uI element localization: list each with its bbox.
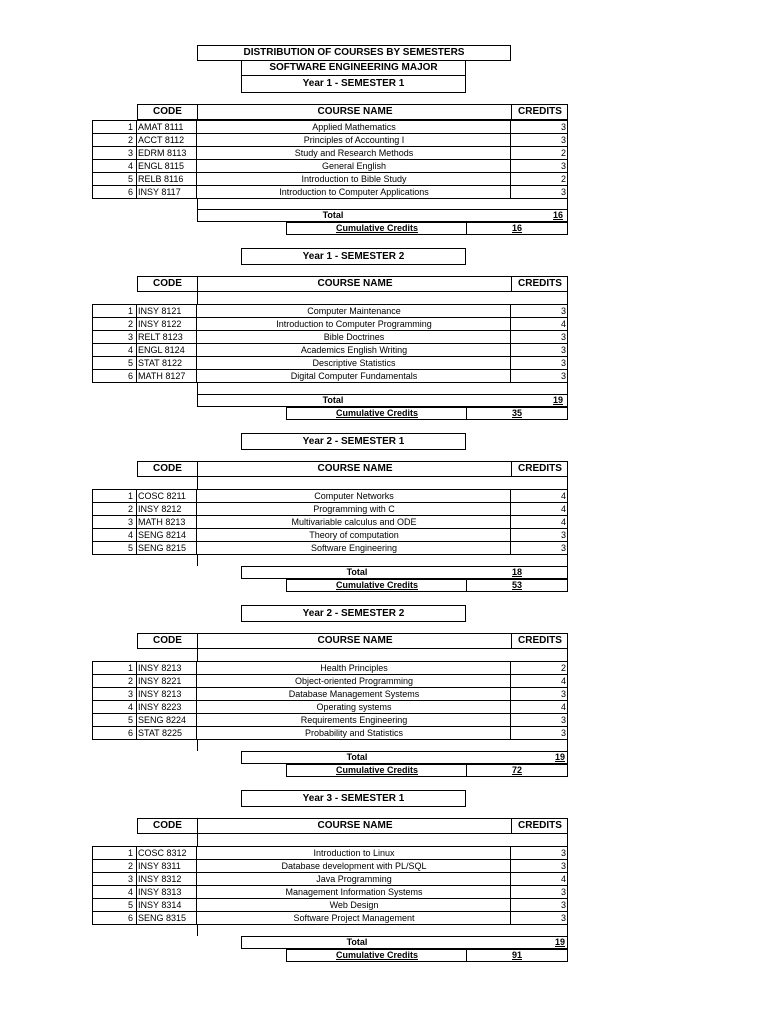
course-name: Database Management Systems: [288, 689, 420, 699]
course-credits: 3: [560, 900, 566, 910]
course-credits: 4: [560, 874, 566, 884]
course-code: STAT 8122: [138, 358, 183, 368]
course-name: Academics English Writing: [300, 345, 408, 355]
course-name: Software Engineering: [310, 543, 398, 553]
course-code: AMAT 8111: [138, 122, 184, 132]
course-name: Computer Networks: [314, 491, 394, 501]
course-credits: 4: [560, 702, 566, 712]
header-column-divider: [511, 105, 512, 119]
course-credits: 2: [560, 174, 566, 184]
total-label: Total: [346, 937, 368, 947]
table-row: [92, 515, 568, 528]
credits-column-header: CREDITS: [518, 106, 562, 117]
row-column-divider: [510, 370, 511, 383]
table-header: [137, 818, 568, 834]
row-column-divider: [567, 727, 568, 740]
course-credits: 3: [560, 689, 566, 699]
cumulative-divider: [466, 223, 467, 234]
course-credits: 3: [560, 543, 566, 553]
course-name-column-header: COURSE NAME: [317, 820, 393, 831]
cumulative-divider: [466, 765, 467, 776]
row-number: 1: [92, 662, 135, 674]
course-name: Management Information Systems: [285, 887, 423, 897]
course-name: Requirements Engineering: [300, 715, 408, 725]
row-column-divider: [196, 727, 197, 740]
total-credits: 19: [553, 395, 564, 405]
header-spacer: [197, 477, 568, 489]
course-code: INSY 8311: [138, 861, 181, 871]
course-code: MATH 8127: [138, 371, 186, 381]
course-name: Computer Maintenance: [307, 306, 401, 316]
total-row: [197, 394, 568, 407]
table-row: [92, 885, 568, 898]
row-column-divider: [510, 542, 511, 555]
total-row: [197, 209, 568, 222]
row-number: 6: [92, 727, 135, 739]
table-row: [92, 172, 568, 185]
course-code: RELB 8116: [138, 174, 184, 184]
header-spacer: [197, 649, 568, 661]
course-code: INSY 8121: [138, 306, 182, 316]
row-number: 4: [92, 701, 135, 713]
course-name: Multivariable calculus and ODE: [291, 517, 417, 527]
course-credits: 4: [560, 504, 566, 514]
table-row: [92, 687, 568, 700]
course-credits: 3: [560, 728, 566, 738]
total-spacer: [197, 199, 568, 209]
cumulative-credits: 53: [512, 580, 523, 590]
course-name-column-header: COURSE NAME: [317, 635, 393, 646]
table-row: [92, 541, 568, 555]
total-spacer: [197, 383, 568, 394]
row-column-divider: [196, 370, 197, 383]
course-credits: 3: [560, 187, 566, 197]
row-column-divider: [196, 542, 197, 555]
code-column-header: CODE: [153, 463, 182, 474]
header-spacer: [197, 834, 568, 846]
semester-title: Year 2 - SEMESTER 2: [241, 605, 466, 622]
row-number: 5: [92, 173, 135, 185]
total-spacer: [197, 925, 568, 936]
cumulative-row: [286, 222, 568, 235]
total-row: [241, 566, 568, 579]
course-name: Health Principles: [320, 663, 388, 673]
cumulative-divider: [466, 580, 467, 591]
semester-title: Year 2 - SEMESTER 1: [241, 433, 466, 450]
course-credits: 4: [560, 517, 566, 527]
code-column-header: CODE: [153, 635, 182, 646]
total-credits: 18: [512, 567, 523, 577]
cumulative-credits: 16: [512, 223, 523, 233]
total-credits: 16: [553, 210, 564, 220]
row-number: 2: [92, 134, 135, 146]
row-column-divider: [136, 542, 137, 555]
total-label: Total: [346, 752, 368, 762]
table-row: [92, 872, 568, 885]
credits-column-header: CREDITS: [518, 635, 562, 646]
row-column-divider: [567, 542, 568, 555]
course-name: Web Design: [329, 900, 379, 910]
course-name-column-header: COURSE NAME: [317, 106, 393, 117]
cumulative-label: Cumulative Credits: [335, 223, 419, 233]
course-code: SENG 8224: [138, 715, 187, 725]
code-column-header: CODE: [153, 820, 182, 831]
course-name-column-header: COURSE NAME: [317, 463, 393, 474]
row-number: 2: [92, 675, 135, 687]
course-credits: 4: [560, 491, 566, 501]
course-name: General English: [321, 161, 387, 171]
row-column-divider: [136, 370, 137, 383]
document-title: DISTRIBUTION OF COURSES BY SEMESTERS: [197, 45, 511, 61]
course-name: Theory of computation: [309, 530, 399, 540]
table-row: [92, 133, 568, 146]
table-row: [92, 185, 568, 199]
course-code: INSY 8117: [138, 187, 181, 197]
course-name: Software Project Management: [293, 913, 415, 923]
course-name: Java Programming: [316, 874, 392, 884]
course-credits: 4: [560, 676, 566, 686]
header-column-divider: [197, 105, 198, 119]
course-code: ACCT 8112: [138, 135, 185, 145]
course-code: INSY 8314: [138, 900, 182, 910]
header-column-divider: [511, 462, 512, 476]
row-column-divider: [196, 912, 197, 925]
course-name: Introduction to Bible Study: [301, 174, 407, 184]
cumulative-divider: [466, 408, 467, 419]
course-name: Probability and Statistics: [304, 728, 404, 738]
cumulative-row: [286, 407, 568, 420]
course-name: Introduction to Computer Programming: [276, 319, 432, 329]
row-number: 3: [92, 147, 135, 159]
table-header: [137, 104, 568, 120]
course-name: Descriptive Statistics: [312, 358, 396, 368]
course-code: COSC 8312: [138, 848, 187, 858]
header-column-divider: [197, 634, 198, 648]
code-column-header: CODE: [153, 278, 182, 289]
header-spacer: [197, 292, 568, 304]
course-credits: 3: [560, 371, 566, 381]
table-row: [92, 846, 568, 859]
course-name: Principles of Accounting I: [303, 135, 405, 145]
row-number: 4: [92, 160, 135, 172]
course-credits: 3: [560, 913, 566, 923]
header-column-divider: [197, 277, 198, 291]
course-name: Object-oriented Programming: [294, 676, 414, 686]
course-name: Introduction to Computer Applications: [279, 187, 429, 197]
row-number: 5: [92, 542, 135, 554]
cumulative-credits: 72: [512, 765, 523, 775]
row-number: 6: [92, 370, 135, 382]
course-credits: 3: [560, 861, 566, 871]
semester-title: Year 1 - SEMESTER 1: [241, 75, 466, 93]
course-name: Bible Doctrines: [323, 332, 385, 342]
course-code: STAT 8225: [138, 728, 183, 738]
table-row: [92, 502, 568, 515]
table-row: [92, 726, 568, 740]
table-row: [92, 911, 568, 925]
header-column-divider: [197, 462, 198, 476]
course-credits: 3: [560, 306, 566, 316]
cumulative-label: Cumulative Credits: [335, 580, 419, 590]
row-column-divider: [136, 727, 137, 740]
header-column-divider: [511, 819, 512, 833]
table-row: [92, 159, 568, 172]
table-header: [137, 276, 568, 292]
row-number: 3: [92, 688, 135, 700]
row-column-divider: [136, 912, 137, 925]
course-code: INSY 8221: [138, 676, 182, 686]
cumulative-row: [286, 949, 568, 962]
course-credits: 3: [560, 887, 566, 897]
row-number: 4: [92, 886, 135, 898]
cumulative-label: Cumulative Credits: [335, 765, 419, 775]
row-number: 5: [92, 714, 135, 726]
course-credits: 4: [560, 319, 566, 329]
course-code: INSY 8122: [138, 319, 182, 329]
row-column-divider: [510, 727, 511, 740]
table-row: [92, 489, 568, 502]
course-name: Applied Mathematics: [312, 122, 396, 132]
course-name-column-header: COURSE NAME: [317, 278, 393, 289]
table-row: [92, 330, 568, 343]
row-column-divider: [567, 370, 568, 383]
table-row: [92, 369, 568, 383]
row-number: 2: [92, 860, 135, 872]
course-credits: 3: [560, 358, 566, 368]
total-credits: 19: [555, 752, 566, 762]
table-row: [92, 700, 568, 713]
row-number: 3: [92, 873, 135, 885]
cumulative-row: [286, 764, 568, 777]
row-number: 1: [92, 490, 135, 502]
course-code: INSY 8213: [138, 663, 182, 673]
header-column-divider: [511, 277, 512, 291]
course-name: Study and Research Methods: [294, 148, 414, 158]
course-code: COSC 8211: [138, 491, 186, 501]
row-number: 1: [92, 847, 135, 859]
table-header: [137, 633, 568, 649]
course-credits: 3: [560, 345, 566, 355]
row-column-divider: [136, 186, 137, 199]
cumulative-row: [286, 579, 568, 592]
course-credits: 2: [560, 663, 566, 673]
total-row: [241, 751, 568, 764]
header-column-divider: [197, 819, 198, 833]
credits-column-header: CREDITS: [518, 278, 562, 289]
course-code: SENG 8215: [138, 543, 187, 553]
total-credits: 19: [555, 937, 566, 947]
table-row: [92, 713, 568, 726]
semester-title: Year 1 - SEMESTER 2: [241, 248, 466, 265]
course-name: Database development with PL/SQL: [281, 861, 427, 871]
course-credits: 2: [560, 148, 566, 158]
total-row: [241, 936, 568, 949]
row-column-divider: [510, 912, 511, 925]
course-code: INSY 8313: [138, 887, 182, 897]
course-code: INSY 8212: [138, 504, 182, 514]
course-credits: 3: [560, 135, 566, 145]
table-row: [92, 674, 568, 687]
table-row: [92, 304, 568, 317]
course-name: Introduction to Linux: [313, 848, 395, 858]
row-number: 2: [92, 503, 135, 515]
course-code: SENG 8214: [138, 530, 187, 540]
total-spacer: [197, 740, 568, 751]
course-name: Operating systems: [316, 702, 392, 712]
row-number: 1: [92, 121, 135, 133]
row-number: 5: [92, 899, 135, 911]
total-label: Total: [346, 567, 368, 577]
course-code: INSY 8223: [138, 702, 182, 712]
total-label: Total: [322, 395, 344, 405]
cumulative-divider: [466, 950, 467, 961]
row-column-divider: [567, 912, 568, 925]
course-code: ENGL 8124: [138, 345, 185, 355]
row-column-divider: [567, 186, 568, 199]
credits-column-header: CREDITS: [518, 820, 562, 831]
cumulative-credits: 91: [512, 950, 523, 960]
table-row: [92, 146, 568, 159]
row-number: 4: [92, 344, 135, 356]
row-number: 3: [92, 331, 135, 343]
row-number: 6: [92, 186, 135, 198]
cumulative-label: Cumulative Credits: [335, 950, 419, 960]
course-code: INSY 8213: [138, 689, 182, 699]
course-code: INSY 8312: [138, 874, 182, 884]
table-row: [92, 661, 568, 674]
code-column-header: CODE: [153, 106, 182, 117]
course-name: Programming with C: [313, 504, 395, 514]
table-header: [137, 461, 568, 477]
course-code: EDRM 8113: [138, 148, 187, 158]
table-row: [92, 317, 568, 330]
row-number: 2: [92, 318, 135, 330]
course-code: ENGL 8115: [138, 161, 185, 171]
row-number: 1: [92, 305, 135, 317]
table-row: [92, 859, 568, 872]
total-label: Total: [322, 210, 344, 220]
table-row: [92, 356, 568, 369]
table-row: [92, 343, 568, 356]
credits-column-header: CREDITS: [518, 463, 562, 474]
table-row: [92, 120, 568, 133]
course-credits: 3: [560, 332, 566, 342]
table-row: [92, 898, 568, 911]
course-credits: 3: [560, 122, 566, 132]
row-number: 6: [92, 912, 135, 924]
course-credits: 3: [560, 161, 566, 171]
row-number: 5: [92, 357, 135, 369]
course-credits: 3: [560, 530, 566, 540]
row-column-divider: [510, 186, 511, 199]
course-credits: 3: [560, 848, 566, 858]
document-subtitle: SOFTWARE ENGINEERING MAJOR: [241, 60, 466, 76]
row-column-divider: [196, 186, 197, 199]
course-code: MATH 8213: [138, 517, 186, 527]
cumulative-credits: 35: [512, 408, 523, 418]
cumulative-label: Cumulative Credits: [335, 408, 419, 418]
course-name: Digital Computer Fundamentals: [290, 371, 418, 381]
course-code: SENG 8315: [138, 913, 187, 923]
total-spacer: [197, 555, 568, 566]
header-column-divider: [511, 634, 512, 648]
course-code: RELT 8123: [138, 332, 183, 342]
row-number: 3: [92, 516, 135, 528]
semester-title: Year 3 - SEMESTER 1: [241, 790, 466, 807]
table-row: [92, 528, 568, 541]
course-credits: 3: [560, 715, 566, 725]
row-number: 4: [92, 529, 135, 541]
